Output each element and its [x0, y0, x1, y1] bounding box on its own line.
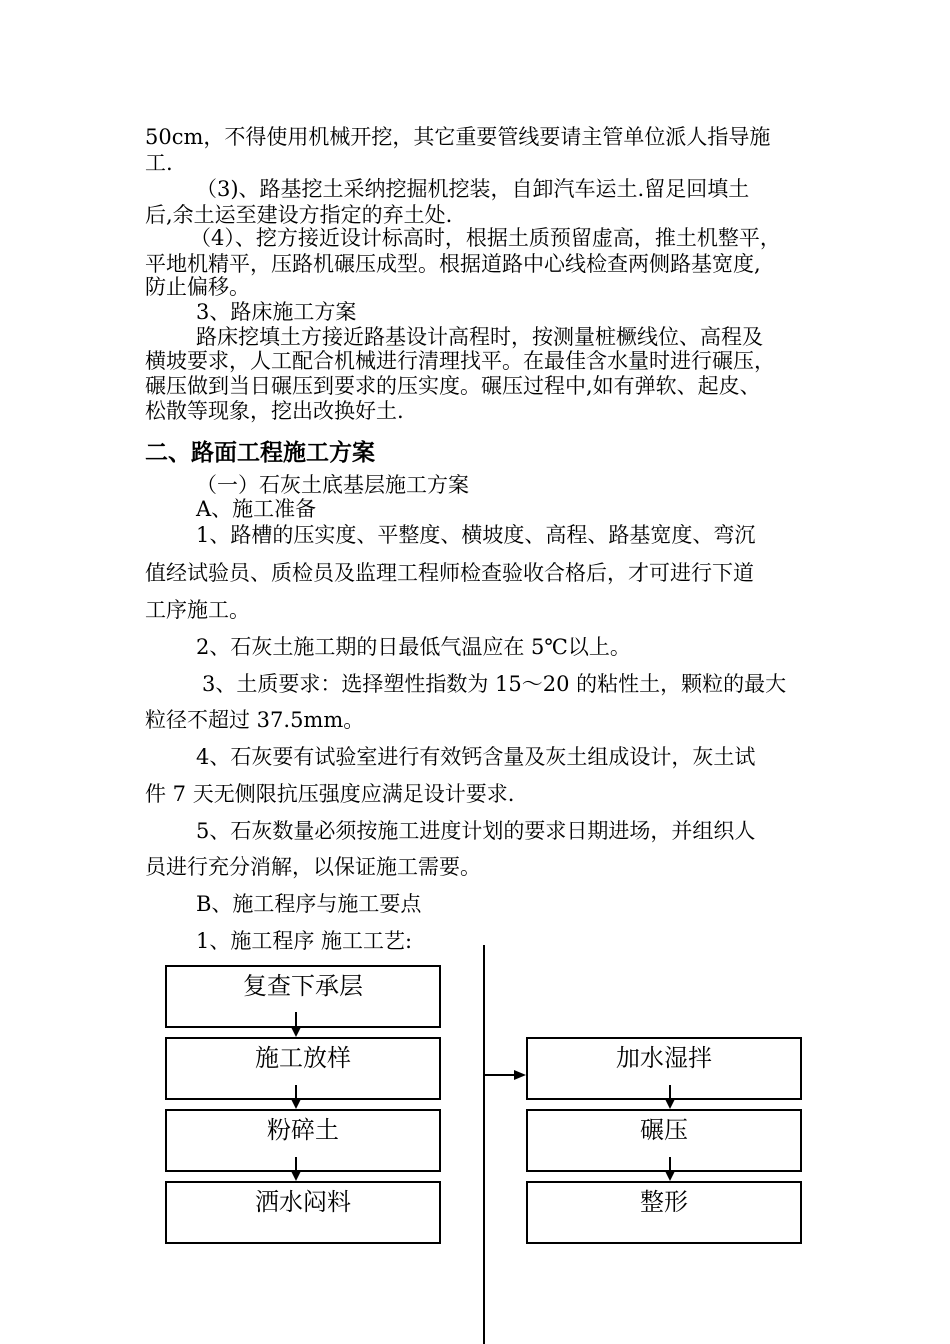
- text-line: 防止偏移。: [145, 275, 250, 299]
- subheading: （一）石灰土底基层施工方案: [196, 473, 469, 497]
- text-line: 件 7 天无侧限抗压强度应满足设计要求.: [145, 782, 515, 806]
- text-line: 碾压做到当日碾压到要求的压实度。碾压过程中,如有弹软、起皮、: [145, 374, 761, 398]
- subheading: A、施工准备: [196, 497, 317, 521]
- flow-connector: [295, 1012, 297, 1028]
- flow-step: 整形: [526, 1181, 802, 1244]
- flow-step: 施工放样: [165, 1037, 441, 1100]
- text-line: 员进行充分消解，以保证施工需要。: [145, 855, 481, 879]
- text-line: （3)、路基挖土采纳挖掘机挖装，自卸汽车运土.留足回填土: [196, 177, 750, 201]
- flow-step: 洒水闷料: [165, 1181, 441, 1244]
- text-line: 粒径不超过 37.5mm。: [145, 708, 365, 732]
- text-line: 值经试验员、质检员及监理工程师检查验收合格后，才可进行下道: [145, 561, 754, 585]
- text-line: 3、路床施工方案: [196, 300, 357, 324]
- text-line: 后,余土运至建设方指定的弃土处.: [145, 203, 453, 227]
- text-line: 50cm，不得使用机械开挖，其它重要管线要请主管单位派人指导施: [145, 125, 771, 149]
- arrow-down-icon: [291, 1099, 301, 1109]
- arrow-down-icon: [291, 1171, 301, 1181]
- arrow-down-icon: [665, 1171, 675, 1181]
- flow-connector: [669, 1085, 671, 1100]
- text-line: 路床挖填土方接近路基设计高程时，按测量桩橛线位、高程及: [196, 325, 763, 349]
- flow-connector: [295, 1157, 297, 1172]
- text-line: 横坡要求，人工配合机械进行清理找平。在最佳含水量时进行碾压，: [145, 349, 775, 373]
- flow-connector: [295, 1085, 297, 1100]
- text-line: 1、路槽的压实度、平整度、横坡度、高程、路基宽度、弯沉: [196, 523, 756, 547]
- text-line: 平地机精平，压路机碾压成型。根据道路中心线检查两侧路基宽度,: [145, 252, 761, 276]
- text-line: 4、石灰要有试验室进行有效钙含量及灰土组成设计，灰土试: [196, 745, 756, 769]
- text-line: 工.: [145, 151, 173, 175]
- subheading: B、施工程序与施工要点: [196, 892, 422, 916]
- arrow-down-icon: [665, 1099, 675, 1109]
- arrow-right-icon: [514, 1070, 526, 1080]
- text-line: 2、石灰土施工期的日最低气温应在 5℃以上。: [196, 635, 631, 659]
- text-line: （4）、挖方接近设计标高时，根据土质预留虚高，推土机整平，: [190, 226, 781, 250]
- flow-connector: [669, 1157, 671, 1172]
- text-line: 5、石灰数量必须按施工进度计划的要求日期进场，并组织人: [196, 819, 756, 843]
- text-line: 1、施工程序 施工工艺:: [196, 929, 413, 953]
- text-line: 松散等现象，挖出改换好土.: [145, 399, 404, 423]
- section-heading: 二、路面工程施工方案: [145, 440, 375, 466]
- flow-step: 复查下承层: [165, 965, 441, 1028]
- text-line: 工序施工。: [145, 598, 250, 622]
- flow-step: 碾压: [526, 1109, 802, 1172]
- divider-line: [483, 945, 485, 1344]
- flow-connector: [484, 1074, 514, 1076]
- flow-step: 加水湿拌: [526, 1037, 802, 1100]
- flow-step: 粉碎土: [165, 1109, 441, 1172]
- arrow-down-icon: [291, 1027, 301, 1037]
- text-line: 3、土质要求：选择塑性指数为 15～20 的粘性土，颗粒的最大: [202, 672, 787, 696]
